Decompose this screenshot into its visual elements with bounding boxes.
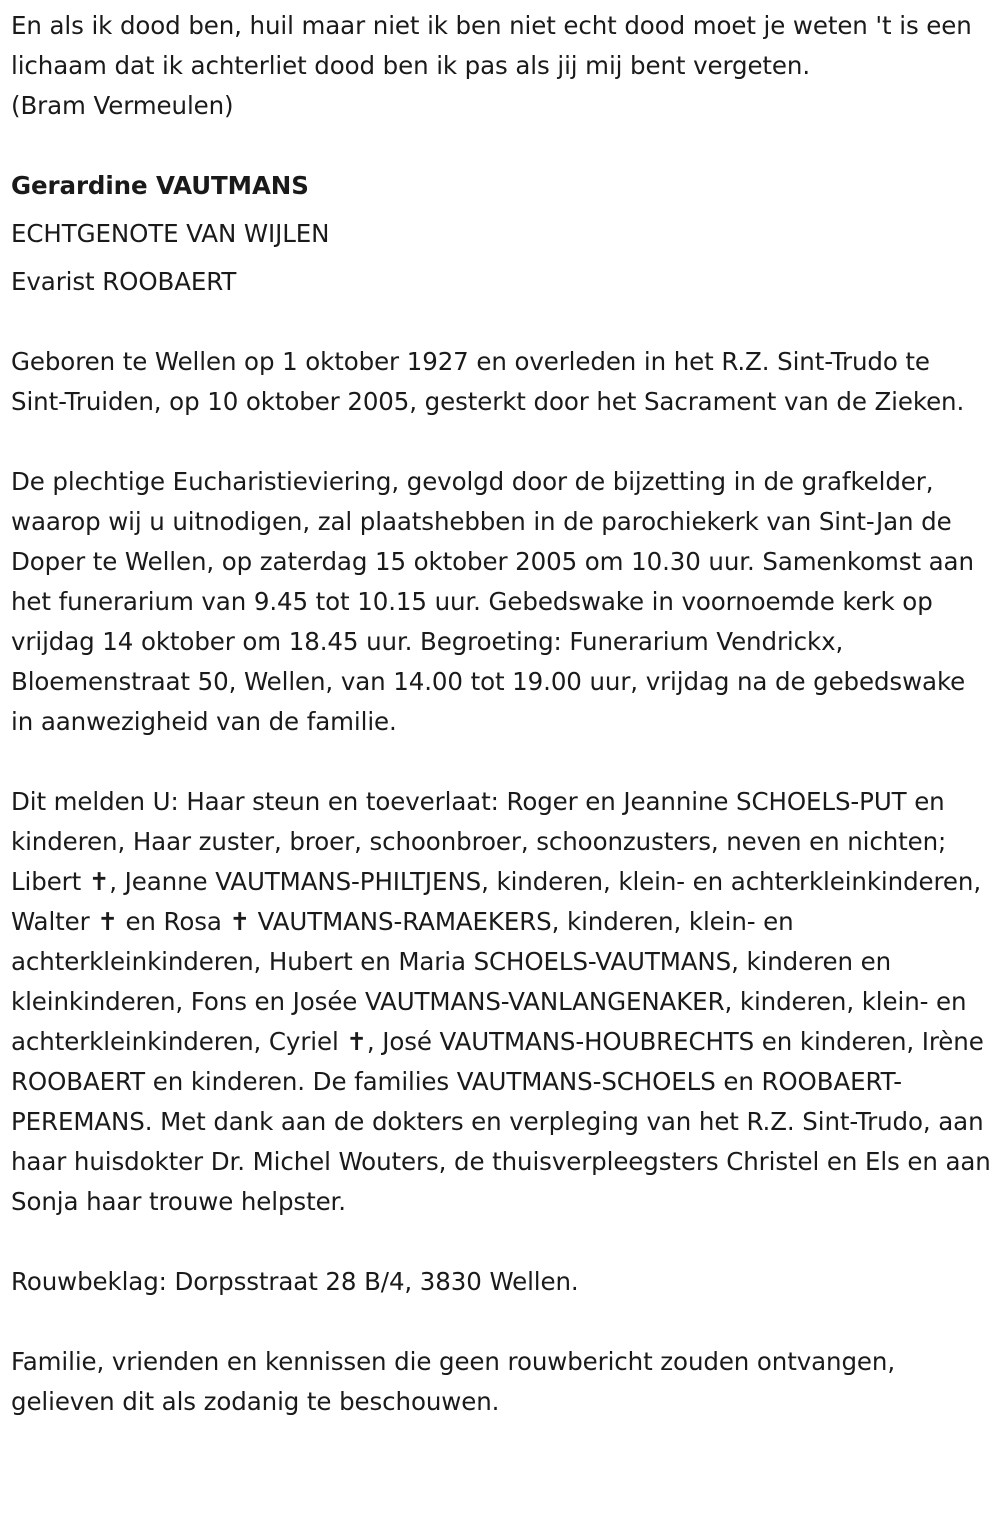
quote-author: (Bram Vermeulen) [11,91,234,120]
deceased-relation: ECHTGENOTE VAN WIJLEN [11,219,330,248]
cross-icon: ✝ [88,867,110,896]
family-text-part-3: en Rosa [117,907,230,936]
deceased-name: Gerardine VAUTMANS [11,171,309,200]
closing-note: Familie, vrienden en kennissen die geen rouwbericht zouden ontvangen, gelieven dit als zodanig te beschouwen. [11,1347,896,1416]
condolence-address: Rouwbeklag: Dorpsstraat 28 B/4, 3830 Wellen. [11,1267,579,1296]
family-text-part-2: , Jeanne VAUTMANS-PHILTJENS, kinderen, klein- en achterkleinkinderen, Walter [11,867,982,936]
family-text-part-5: , José VAUTMANS-HOUBRECHTS en kinderen, Irène ROOBAERT en kinderen. De families VAUTMANS-SCHOELS en ROOBAERT-PEREMANS. Met dank aan de dokters en verpleging van het R.Z. Sint-Trudo, aan haar huisdokter Dr. Michel Wouters, de thuisverpleegsters Christel en Els en aan Sonja haar trouwe helpster. [11,1027,991,1216]
family-text-part-4: VAUTMANS-RAMAEKERS, kinderen, klein- en achterkleinkinderen, Hubert en Maria SCHOELS-VAUTMANS, kinderen en kleinkinderen, Fons en Josée VAUTMANS-VANLANGENAKER, kinderen, klein- en achterkleinkinderen, Cyriel [11,907,967,1056]
cross-icon: ✝ [346,1027,367,1056]
spouse-name: Evarist ROOBAERT [11,267,237,296]
birth-death-paragraph: Geboren te Wellen op 1 oktober 1927 en overleden in het R.Z. Sint-Trudo te Sint-Truiden, op 10 oktober 2005, gesterkt door het Sacrament van de Zieken. [11,347,965,416]
memorial-quote [11,6,992,126]
cross-icon: ✝ [229,907,250,936]
ceremony-paragraph: De plechtige Eucharistieviering, gevolgd door de bijzetting in de grafkelder, waarop wij u uitnodigen, zal plaatshebben in de parochiekerk van Sint-Jan de Doper te Wellen, op zaterdag 15 oktober 2005 om 10.30 uur. Samenkomst aan het funerarium van 9.45 tot 10.15 uur. Gebedswake in voornoemde kerk op vrijdag 14 oktober om 18.45 uur. Begroeting: Funerarium Vendrickx, Bloemenstraat 50, Wellen, van 14.00 tot 19.00 uur, vrijdag na de gebedswake in aanwezigheid van de familie. [11,467,974,736]
cross-icon: ✝ [97,907,118,936]
quote-text: En als ik dood ben, huil maar niet ik ben niet echt dood moet je weten 't is een lichaam dat ik achterliet dood ben ik pas als jij mij bent vergeten. [11,11,972,80]
family-text-part-1: Dit melden U: Haar steun en toeverlaat: Roger en Jeannine SCHOELS-PUT en kinderen, Haar zuster, broer, schoonbroer, schoonzusters, neven en nichten; Libert [11,787,947,896]
family-paragraph [11,782,992,1222]
